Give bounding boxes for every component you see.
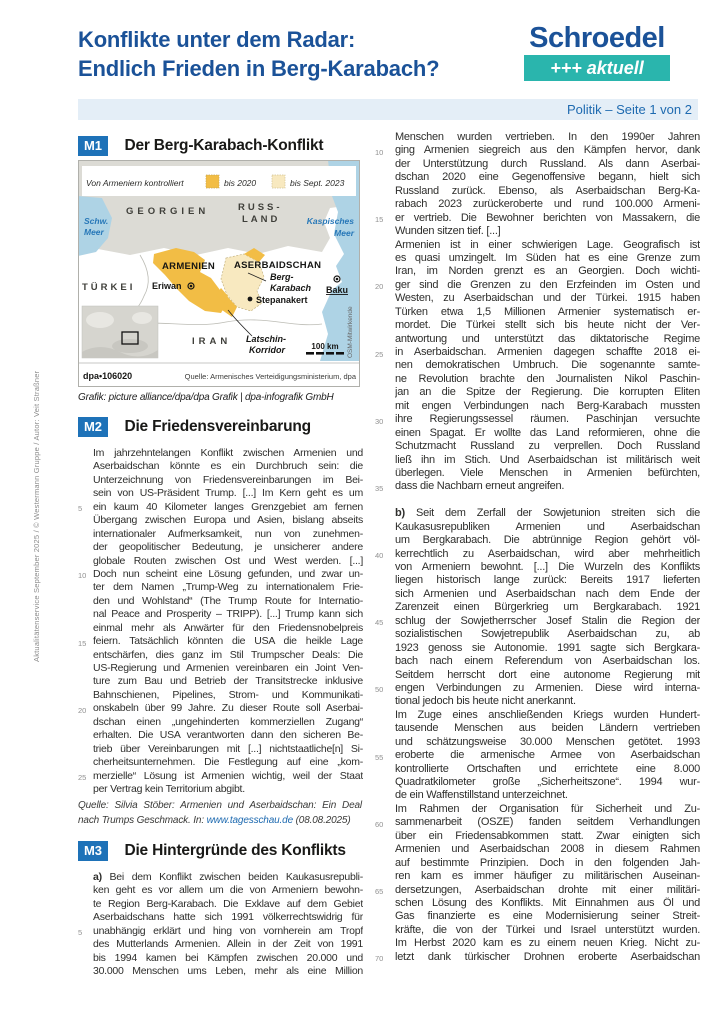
tagesschau-link[interactable]: www.tagesschau.de [206,814,293,826]
line-text [395,494,700,507]
line-number: 30 [375,416,384,426]
line-number: 20 [375,282,384,292]
line-text: kontrollierte Ortschaften und errichtete eine 8.000 [395,762,700,775]
text-line [78,965,363,978]
text-line [375,628,700,641]
line-text: ren kam es immer häufiger zu militärischen Auseinan- [395,870,700,883]
text-line [375,292,700,305]
section-bar [78,99,698,120]
text-line [78,952,363,965]
line-text: erhalten. Die USA verantworten dann den sicheren Be- [93,729,363,742]
m3-title: Die Hintergründe des Konflikts [124,842,346,859]
line-text: sein von US-Präsident Trump. [...] Im Kern geht es um [93,487,363,500]
line-text: tional jedoch bis heute nicht anerkannt. [395,695,576,708]
text-line [375,534,700,547]
line-text: dschan einen „ungehinderten kommerziellen Zugang“ [93,715,363,728]
baku-label: Baku [325,285,349,295]
line-text: schen Lösung des Konflikts. Mit Einnahmen aus Öl und [395,896,700,909]
text-line [375,306,700,319]
text-line [375,776,700,789]
text-line [375,239,700,252]
line-number: 55 [375,752,384,762]
m2-title: Die Friedensvereinbarung [124,418,311,435]
line-text: den und Wohlstand“ (The Trump Route for Internatio- [93,594,363,607]
line-text: entschärfen, dies ganz im Stil Trumpscher Deals: Die [93,648,363,661]
line-text: Unterzeichnung von Friedensvereinbarungen im Bei- [93,473,363,486]
text-line [375,400,700,413]
m1-title: Der Berg-Karabach-Konflikt [124,137,324,154]
line-number: 10 [375,147,384,157]
text-line [375,373,700,386]
line-text: ter dem Namen „Trump-Weg zu internationalem Frie- [93,581,363,594]
line-text: ken geht es vor allem um die von Armeniern bewohn- [93,884,363,897]
line-text: des Mutterlands Armenien. Allein in der Zeit von 1991 [93,938,363,951]
m2-source [78,799,362,828]
line-text: trieb über Vereinbarungen mit [...] nichtstaatliche[n] Si- [93,742,363,755]
dpa-id: dpa•106020 [83,371,133,381]
line-text: dass die Nachbarn erneut angreifen. [395,480,565,493]
line-text: Im Zuge eines anschließenden Kriegs wurden Hundert- [395,708,700,721]
line-number: 40 [375,551,384,561]
line-text: jan an die Spitze der Regierung. Die korrupten Eliten [395,386,700,399]
m2-source-post: (08.08.2025) [292,814,351,826]
text-line [78,702,363,715]
text-line [375,816,700,829]
line-text: er vertrieb. Die Bewohner berichten von Massakern, die [395,211,700,224]
line-text: dersetzungen, Aserbaidschan drohte mit einer militäri- [395,883,700,896]
text-line [78,622,363,635]
line-text: mit engen Verbindungen nach Berg-Karabach mussten [395,399,700,412]
line-text: per Vertrag kein Territorium abgibt. [93,782,245,795]
text-line [78,635,363,648]
text-line [375,548,700,561]
text-line [78,447,363,460]
text-line [78,501,363,514]
line-text: Im jahrzehntelangen Konflikt zwischen Armenien und [93,447,363,459]
logo-wordmark: Schroedel [529,22,665,54]
russia-label-2: LAND [242,214,281,225]
line-text: engen Verbindungen zu Armenien. Diese wird interna- [395,681,700,694]
iran-label: IRAN [192,336,232,347]
lachin-label-1: Latschin- [246,334,287,344]
m3-heading [78,841,346,861]
text-line [375,601,700,614]
text-line [375,131,700,144]
line-text: bis 1994 kamen bei Kämpfen zwischen 20.000 und [93,951,363,964]
karabakh-label-2: Karabach [270,283,312,293]
line-text: tausende Menschen aus beiden Ländern vertrieben [395,722,700,735]
line-text: ihre Regierungssessel räumen. Paschinjan versuchte [395,413,700,426]
stepanakert-marker [248,297,253,302]
line-text: antwortung und unterstützt das diktatorische Regime [395,332,700,345]
text-line [78,716,363,729]
text-line [78,581,363,594]
text-line [375,884,700,897]
azerbaijan-label: ASERBAIDSCHAN [234,260,322,271]
text-line [375,682,700,695]
text-line [375,265,700,278]
line-text: bach nach einem Referendum von Aserbaidschan los. [395,655,700,668]
line-text: Armenien und Aserbaidschan 2008 in diesem Rahmen [395,843,700,856]
text-line [375,722,700,735]
line-text: Iran, im Norden grenzt es an Georgien. Doch wichti- [395,265,700,278]
line-number: 5 [78,928,83,938]
section-page-label: Politik – Seite 1 von 2 [566,102,692,117]
line-text: sich Armenien und Aserbaidschan nach dem Ende der [395,587,700,600]
line-text: letzt dank türkischer Drohnen eroberte Aserbaidschan [395,950,700,963]
text-line [78,474,363,487]
line-text: Armenien ist in einer schwierigen Lage. Geografisch ist [395,238,700,251]
line-text: es quasi umzingelt. Im Süden hat es eine Grenze zum [395,251,700,264]
text-line [375,507,700,520]
text-line [375,588,700,601]
line-text: einmal mehr als Anwärter für den Friedensnobelpreis [93,621,363,634]
line-text: Seitdem herrscht dort eine autonome Regierung mit [395,668,700,681]
line-text: sammenarbeit (OSZE) fanden seitdem Verhandlungen [395,816,700,829]
text-line [375,897,700,910]
line-text: Zarenzeit einen Bürgerkrieg um Bergkarabach. 1921 [395,601,700,614]
line-text: unabhängig erklärt und hing von vornherein am Tropf [93,924,363,937]
text-line [78,783,363,796]
text-line [375,763,700,776]
text-line [375,333,700,346]
line-text: kräfte, die von der Türkei und Israel unterstützt wurden. [395,923,700,936]
m3-text [78,871,363,979]
text-line [78,884,363,897]
line-number: 25 [375,349,384,359]
line-number: 45 [375,618,384,628]
text-line [78,555,363,568]
text-line [78,662,363,675]
turkey-label: TÜRKEI [82,282,136,293]
stepanakert-label: Stepanakert [256,295,308,305]
line-number: 60 [375,819,384,829]
text-line [375,279,700,292]
legend-2020-label: bis 2020 [224,178,257,188]
text-line [375,454,700,467]
m1-heading [78,136,323,156]
line-number: 15 [78,638,87,648]
text-line [375,319,700,332]
text-line [78,487,363,500]
line-text: Russland zurück. Ebenso, als Aserbaidschan Berg-Ka- [395,184,700,197]
text-line [375,951,700,964]
line-text: Schutzmacht Russland zu verprellen. Doch Russland [395,440,700,453]
line-text: US-Regierung und Armenien vereinbaren ein Joint Ven- [93,662,363,674]
text-line [78,514,363,527]
m2-source-pre: Quelle: Silvia Stöber: Armenien und Aserbaidschan: Ein Deal nach Trumps Geschmack. In: [78,800,362,826]
text-line [375,158,700,171]
m2-heading [78,417,311,437]
m2-text [78,447,363,796]
line-text: ging Armenien siegreich aus den Kämpfen hervor, dank [395,144,700,157]
text-line [375,185,700,198]
line-text: te Region Berg-Karabach. Die Exklave auf dem Gebiet [93,897,363,910]
line-number: 20 [78,705,87,715]
text-line [78,460,363,473]
page-title-line1: Konflikte unter dem Radar: [78,27,356,52]
text-line [375,144,700,157]
text-line [375,225,700,238]
line-text: nal Peace and Prosperity – TRIPP). [...] Trump kann sich [93,608,363,621]
legend-swatch-2023 [272,175,285,188]
legend-swatch-2020 [206,175,219,188]
line-text: 1923 genoss sie Autonomie. 1991 sagte sich Bergkara- [395,641,700,654]
text-line [78,595,363,608]
text-line [375,346,700,359]
text-line [375,467,700,480]
text-line [375,615,700,628]
text-line [78,568,363,581]
line-number: 65 [375,887,384,896]
text-line [375,427,700,440]
text-line [375,655,700,668]
russia-label-1: RUSS- [238,202,283,213]
line-text: überlegen. Viele Menschen in Armenien befürchten, [395,466,700,479]
line-text: ein kaum 40 Kilometer langes Grenzgebiet am fernen [93,500,363,513]
line-text: Bahnschienen, Pipelines, Strom- und Kommunikati- [93,688,363,701]
line-text: rabach 2023 zurückeroberte und rund 100.000 Armeni- [395,198,700,211]
line-number: 70 [375,954,384,964]
line-text: in Aserbaidschan. Armenien dagegen schaffte 2018 ei- [395,346,700,358]
line-text: nen demokratischen Umbruch. Die sogenannte samte- [395,359,700,372]
text-line [375,521,700,534]
text-line [375,413,700,426]
line-text: Westen, zu Aserbaidschan und der Türkei. 1915 haben [395,292,700,305]
page-title [78,25,523,83]
text-line [375,709,700,722]
line-text: Kaukasusrepubliken Armenien und Aserbaidschan [395,520,700,533]
page-title-line2: Endlich Frieden in Berg-Karabach? [78,56,440,81]
line-text: merzielle“ Lösung ist Armenien wichtig, weil der Staat [93,769,363,782]
line-text: mordet. Die Türkei stellt sich bis heute nicht der Ver- [395,319,700,332]
legend-label: Von Armeniern kontrolliert [86,178,184,188]
line-text: cherheitsunternehmen. Die Festlegung auf eine „kom- [93,756,363,769]
line-text: Gas finanzierte es eine Modernisierung seiner Streit- [395,910,700,923]
text-line [375,171,700,184]
karabakh-label-1: Berg- [270,272,294,282]
text-line [375,695,700,708]
text-line [78,689,363,702]
line-text: Menschen wurden vertrieben. In den 1990er Jahren [395,131,700,143]
line-text: Quadratkilometer große „Sicherheitszone“. 1994 wur- [395,776,700,788]
text-line [78,608,363,621]
text-line [78,743,363,756]
line-number: 15 [375,215,384,225]
line-text: kerrechtlich zu Aserbaidschan, wird aber mehrheitlich [395,547,700,560]
line-text: 30.000 Menschen ums Leben, mehr als eine Million [93,965,363,978]
text-line [78,756,363,769]
logo-tagline: +++ aktuell [524,55,670,81]
line-text: internationaler Aufmerksamkeit, nun von zunehmen- [93,527,363,540]
text-line [78,871,363,884]
line-text: der Unterstützung durch Russland. Als dann Aserbai- [395,157,700,170]
text-line [78,528,363,541]
legend-2023-label: bis Sept. 2023 [290,178,345,188]
text-line [78,541,363,554]
line-text: globale Routen zwischen Ost und West werden. [...] [93,554,363,567]
publisher-logo [524,23,670,81]
line-text: ließ ihn im Stich. Und Aserbaidschan ist militärisch weit [395,453,700,466]
line-text: ne Revolution brachte den Journalisten Nikol Paschin- [395,372,700,385]
line-text: ture zum Bau und Betrieb der Transitstrecke inklusive [93,675,363,688]
georgia-label: GEORGIEN [126,206,210,217]
line-text: Aserbaidschan könnte es ein Durchbruch sein: die [93,460,363,473]
line-text: und schätzungsweise 30.000 Menschen getötet. 1993 [395,735,700,748]
line-number: 10 [78,571,87,581]
armenia-label: ARMENIEN [162,261,216,272]
line-text: Doch nun scheint eine Lösung gefunden, und zwar un- [93,567,363,580]
text-line [375,803,700,816]
text-line [375,736,700,749]
line-text: liegen historisch lange zurück: Bereits 1917 lieferten [395,574,700,587]
text-line [375,857,700,870]
text-line [78,675,363,688]
line-text: von Armeniern bewohnt. [...] Die Wurzeln des Konflikts [395,561,700,573]
line-text: der geopolitischer Bedeutung, je unsicherer andere [93,541,363,554]
m1-badge: M1 [78,136,108,156]
line-text: dschan 2020 eine Gegenoffensive begann, hielt sich [395,171,700,184]
line-text: um Bergkarabach. Die abtrünnige Region gehört völ- [395,534,700,547]
text-line [375,574,700,587]
line-text: sozialistischen Sowjetrepublik Aserbaidschan zu, ab [395,628,700,641]
line-text: de ein Waffenstillstand unterzeichnet. [395,789,568,802]
text-line [375,843,700,856]
text-line [78,911,363,924]
text-line [375,212,700,225]
line-text: Im Herbst 2020 kam es zu einem neuen Krieg. Nicht zu- [395,937,700,950]
map-caption: Grafik: picture alliance/dpa/dpa Grafik | dpa-infografik GmbH [78,392,334,403]
lachin-label-2: Korridor [249,345,285,355]
text-line [375,642,700,655]
scale-label: 100 km [311,342,339,351]
black-sea-label-2: Meer [84,227,104,237]
map-graphic [78,160,360,387]
text-line [78,898,363,911]
line-text: Türken etwa 1,5 Millionen Armenier systematisch er- [395,305,700,318]
caspian-label-1: Kaspisches [306,216,354,226]
line-text: auf bestimmte Prinzipien. Doch in den folgenden Jah- [395,856,700,869]
line-text: Übergang zwischen Europa und Asien, bislang abseits [93,514,363,527]
black-sea-label-1: Schw. [84,216,109,226]
text-line [78,649,363,662]
text-line [375,480,700,493]
line-text: ger sind die Grenzen zu den Erzfeinden im Osten und [395,278,700,291]
line-number: 5 [78,504,83,514]
text-line [78,770,363,783]
osm-attribution: OSM-Mitwirkende [347,306,354,358]
line-text: b) Seit dem Zerfall der Sowjetunion streiten sich die [395,507,700,520]
text-line [375,937,700,950]
line-text: einen Spagat. Er wollte das Land reformieren, ohne die [395,426,700,439]
line-text: eroberte die armenische Armee von Aserbaidschan [395,749,700,762]
line-number: 35 [375,483,384,493]
text-line [375,910,700,923]
text-line [375,669,700,682]
line-number: 25 [78,773,87,782]
text-line [375,494,700,507]
caspian-label-2: Meer [334,228,354,238]
line-number: 50 [375,685,384,695]
line-text: Im Rahmen der Organisation für Sicherheit und Zu- [395,802,700,815]
text-line [78,938,363,951]
line-text: a) Bei dem Konflikt zwischen beiden Kaukasusrepubli- [93,871,363,883]
line-text: onskabeln über 99 Jahre. Zu dieser Route soll Aserbai- [93,702,363,715]
text-line [375,440,700,453]
text-line [375,561,700,574]
text-line [78,729,363,742]
line-text: Wunden sitzen tief. [...] [395,225,501,238]
edition-note: Aktualitätenservice September 2025 / © Westermann Gruppe / Autor: Veit Straßner [32,370,41,662]
text-line [375,252,700,265]
karabakh-map [78,160,360,387]
text-line [375,789,700,802]
yerevan-label: Eriwan [152,281,182,291]
text-line [375,870,700,883]
line-text: Aserbaidschans hatte sich 1991 völkerrechtswidrig für [93,911,363,924]
map-source: Quelle: Armenisches Verteidigungsministerium, dpa [184,372,356,381]
text-line [375,198,700,211]
line-text: schlug der Sowjetherrscher Josef Stalin die Region der [395,614,700,627]
column2-text [375,131,700,964]
text-line [375,386,700,399]
line-text: feiern. Tatsächlich könnten die USA die heikle Lage [93,635,363,648]
text-line [375,924,700,937]
text-line [375,830,700,843]
text-line [375,359,700,372]
text-line [375,749,700,762]
line-text: über ein Friedensabkommen statt. Zwar einigten sich [395,829,700,842]
m2-badge: M2 [78,417,108,437]
m3-badge: M3 [78,841,108,861]
text-line [78,925,363,938]
